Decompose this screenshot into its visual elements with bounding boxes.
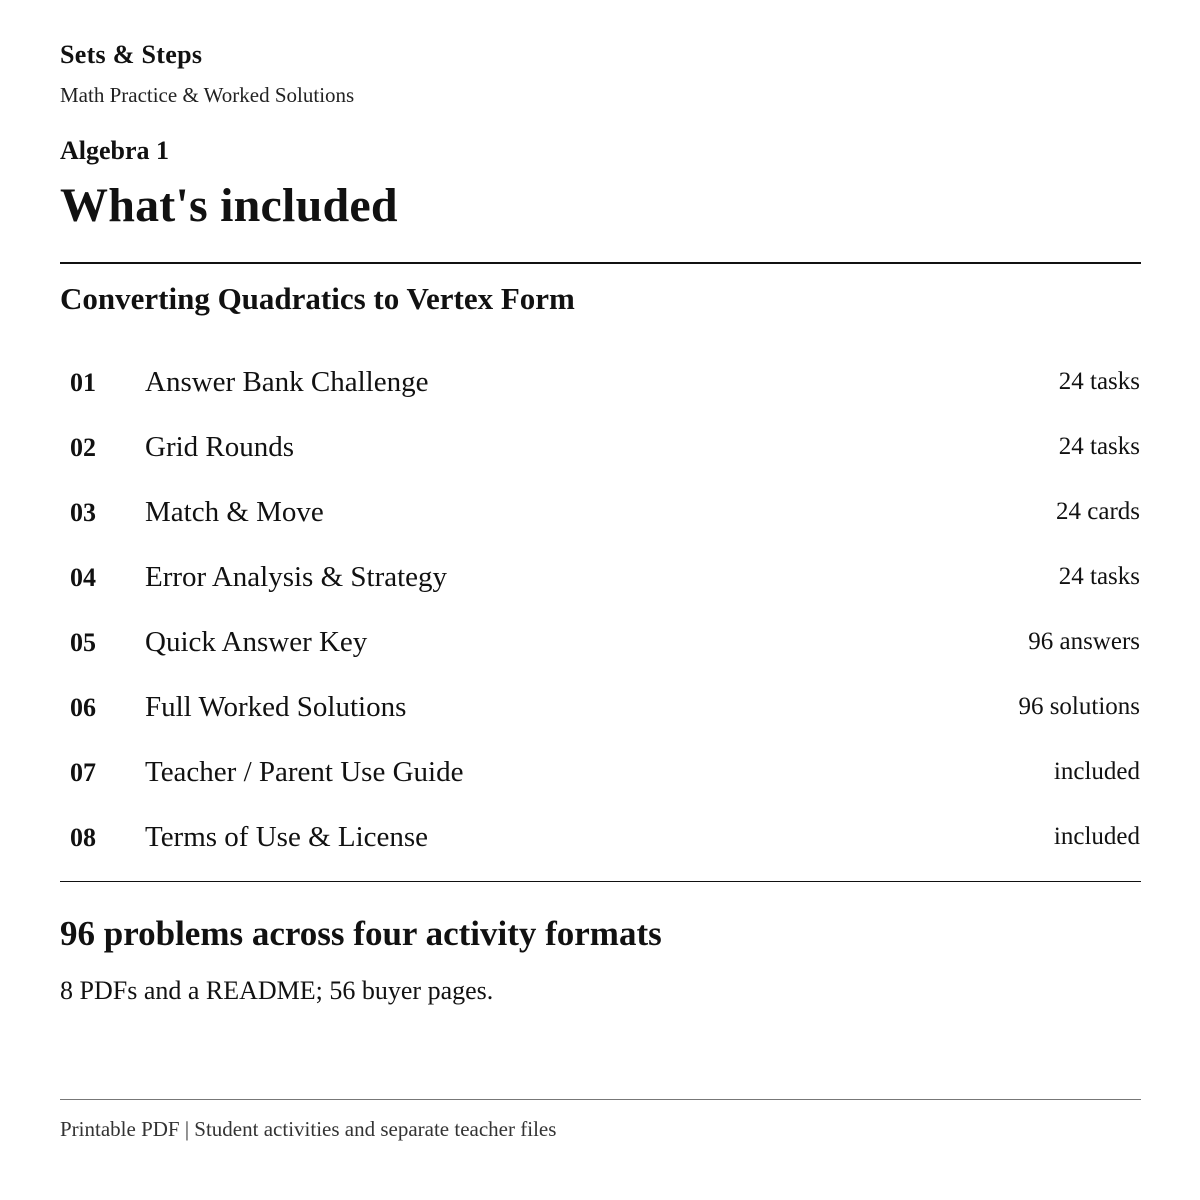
item-count: 24 tasks [1058,563,1140,590]
item-count: 96 answers [1028,628,1140,655]
list-item [60,677,1141,742]
item-label: Full Worked Solutions [145,691,407,723]
item-number: 08 [70,823,96,852]
summary-title: 96 problems across four activity formats [60,914,662,953]
item-number: 03 [70,498,96,527]
list-item [60,482,1141,547]
item-label: Grid Rounds [145,431,295,463]
list-item [60,352,1141,417]
summary-text: 8 PDFs and a README; 56 buyer pages. [60,976,494,1005]
item-number: 02 [70,433,96,462]
item-label: Match & Move [145,496,324,528]
contents-list [60,352,1141,872]
item-count: 24 tasks [1058,368,1140,395]
item-count: included [1053,823,1140,850]
item-label: Terms of Use & License [145,821,429,853]
brand-name: Sets & Steps [60,40,203,69]
item-number: 07 [70,758,96,787]
contents-divider [60,881,1141,882]
list-item [60,417,1141,482]
list-item [60,807,1141,872]
item-number: 01 [70,368,96,397]
item-number: 05 [70,628,96,657]
header-divider [60,262,1141,264]
item-number: 04 [70,563,96,592]
item-number: 06 [70,693,96,722]
item-count: 96 solutions [1018,693,1140,720]
section-title: Converting Quadratics to Vertex Form [60,281,575,316]
item-label: Error Analysis & Strategy [145,561,448,593]
list-item [60,742,1141,807]
list-item [60,547,1141,612]
item-count: included [1053,758,1140,785]
item-count: 24 cards [1056,498,1140,525]
brand-tagline: Math Practice & Worked Solutions [60,83,355,107]
list-item [60,612,1141,677]
item-label: Teacher / Parent Use Guide [145,756,464,788]
course-label: Algebra 1 [60,136,170,165]
item-label: Answer Bank Challenge [145,366,429,398]
item-label: Quick Answer Key [145,626,368,658]
footer-text: Printable PDF | Student activities and separate teacher files [60,1117,557,1141]
page-title: What's included [60,179,398,232]
item-count: 24 tasks [1058,433,1140,460]
footer-divider [60,1099,1141,1100]
product-page [60,0,1141,1200]
